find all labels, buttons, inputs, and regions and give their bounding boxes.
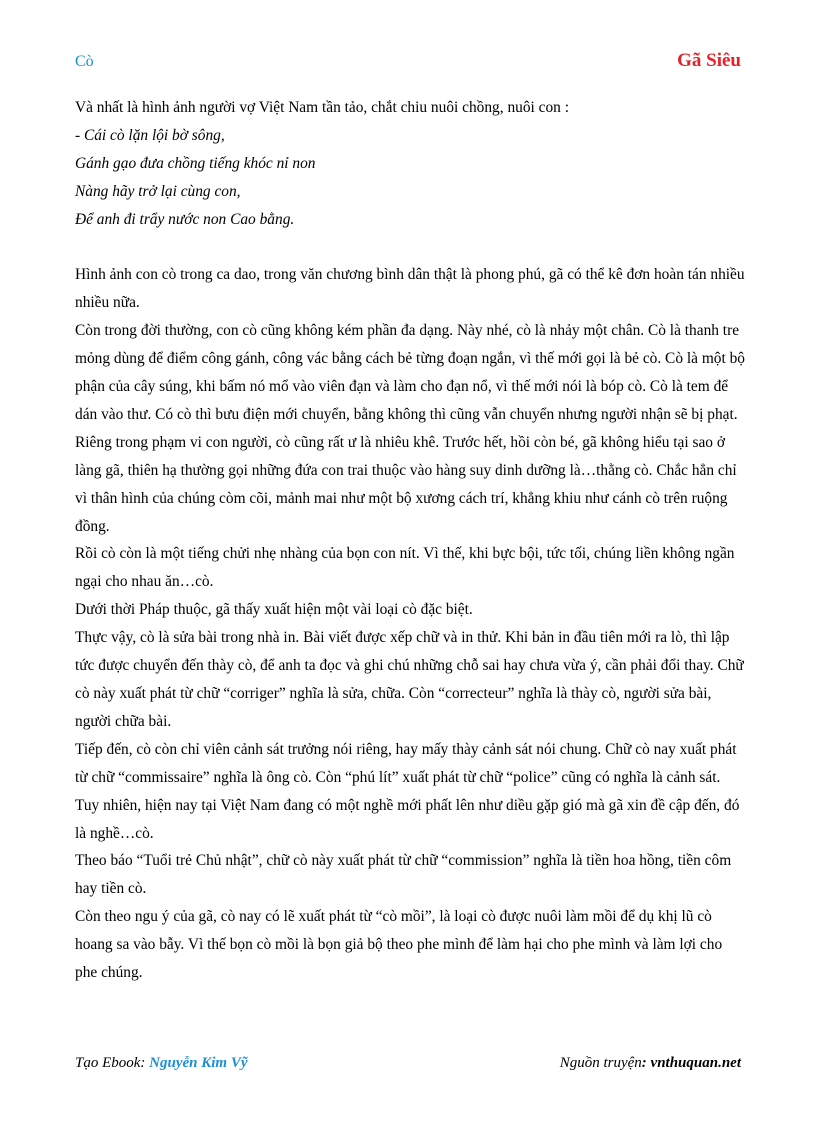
author-name: Gã Siêu (677, 50, 741, 71)
paragraph: Dưới thời Pháp thuộc, gã thấy xuất hiện một vài loại cò đặc biệt. (75, 601, 473, 619)
paragraph: Tuy nhiên, hiện nay tại Việt Nam đang có một nghề mới phất lên như diều gặp gió mà gã xin đề cập đến, đó là nghề…cò. (75, 796, 740, 842)
paragraph: Còn trong đời thường, con cò cũng không kém phần đa dạng. Này nhé, cò là nhảy một chân. Cò là thanh tre mỏng dùng để điểm công gánh, công vác bằng cách bẻ từng đoạn ngắn, vì thế mới gọi là bẻ cò. Cò là một bộ phận của cây súng, khi bấm nó mổ vào viên đạn và làm cho đạn nổ, vì thế mới nói là bóp cò. Cò là tem để dán vào thư. Có cò thì bưu điện mới chuyển, bằng không thì cũng vẫn chuyển nhưng người nhận sẽ bị phạt. (75, 322, 745, 423)
paragraph: Rồi cò còn là một tiếng chửi nhẹ nhàng của bọn con nít. Vì thế, khi bực bội, tức tối, chúng liền không ngần ngại cho nhau ăn…cò. (75, 545, 735, 591)
source-label: Nguồn truyện (559, 1055, 642, 1071)
paragraph: Còn theo ngu ý của gã, cò nay có lẽ xuất phát từ “cò mồi”, là loại cò được nuôi làm mồi để dụ khị lũ cò hoang sa vào bẫy. Vì thế bọn cò mồi là bọn giả bộ theo phe mình để làm hại cho phe mình và làm lợi cho phe chúng. (75, 908, 723, 982)
source-credit (560, 1055, 741, 1072)
blank-line (75, 234, 745, 262)
page-footer (75, 1055, 741, 1079)
paragraph: Hình ảnh con cò trong ca dao, trong văn chương bình dân thật là phong phú, gã có thể kê đơn hoàn tán nhiều nhiều nữa. (75, 266, 745, 312)
ebook-credit (75, 1055, 248, 1072)
ebook-label: Tạo Ebook (75, 1055, 141, 1071)
page-header (75, 50, 741, 74)
paragraph: Theo báo “Tuổi trẻ Chủ nhật”, chữ cò này xuất phát từ chữ “commission” nghĩa là tiền hoa hồng, tiền côm hay tiền cò. (75, 852, 732, 898)
paragraph: Riêng trong phạm vi con người, cò cũng rất ư là nhiêu khê. Trước hết, hồi còn bé, gã không hiểu tại sao ở làng gã, thiên hạ thường gọi những đứa con trai thuộc vào hàng suy dinh dưỡng là…thằng cò. Chắc hẳn chỉ vì thân hình của chúng còm cõi, mảnh mai như một bộ xương cách trí, khẳng khiu như cánh cò trên ruộng đồng. (75, 433, 737, 535)
source-separator: : (641, 1055, 647, 1071)
chapter-title: Cò (75, 53, 94, 70)
poem-block (75, 122, 745, 234)
paragraph: Thực vậy, cò là sửa bài trong nhà in. Bài viết được xếp chữ và in thử. Khi bản in đầu tiên mới ra lò, thì lập tức được chuyển đến thày cò, để anh ta đọc và ghi chú những chỗ sai hay chưa vừa ý, cần phải đổi thay. Chữ cò này xuất phát từ chữ “corriger” nghĩa là sửa, chữa. Còn “correcteur” nghĩa là thày cò, người sửa bài, người chữa bài. (75, 629, 744, 730)
ebook-separator: : (140, 1055, 146, 1071)
document-body (75, 94, 745, 987)
intro-paragraph: Và nhất là hình ảnh người vợ Việt Nam tần tảo, chắt chiu nuôi chồng, nuôi con : (75, 99, 570, 116)
poem-line: Nàng hãy trở lại cùng con, (75, 182, 241, 200)
source-site: vnthuquan.net (650, 1055, 741, 1071)
poem-line: - Cái cò lặn lội bờ sông, (75, 126, 225, 144)
ebook-creator-name: Nguyễn Kim Vỹ (149, 1055, 248, 1071)
poem-line: Gánh gạo đưa chồng tiếng khóc nỉ non (75, 154, 316, 172)
poem-line: Để anh đi trẩy nước non Cao bằng. (75, 210, 295, 228)
paragraph: Tiếp đến, cò còn chỉ viên cảnh sát trưởng nói riêng, hay mấy thày cảnh sát nói chung. Chữ cò nay xuất phát từ chữ “commissaire” nghĩa là ông cò. Còn “phú lít” xuất phát từ chữ “police” cũng có nghĩa là cảnh sát. (75, 740, 737, 786)
